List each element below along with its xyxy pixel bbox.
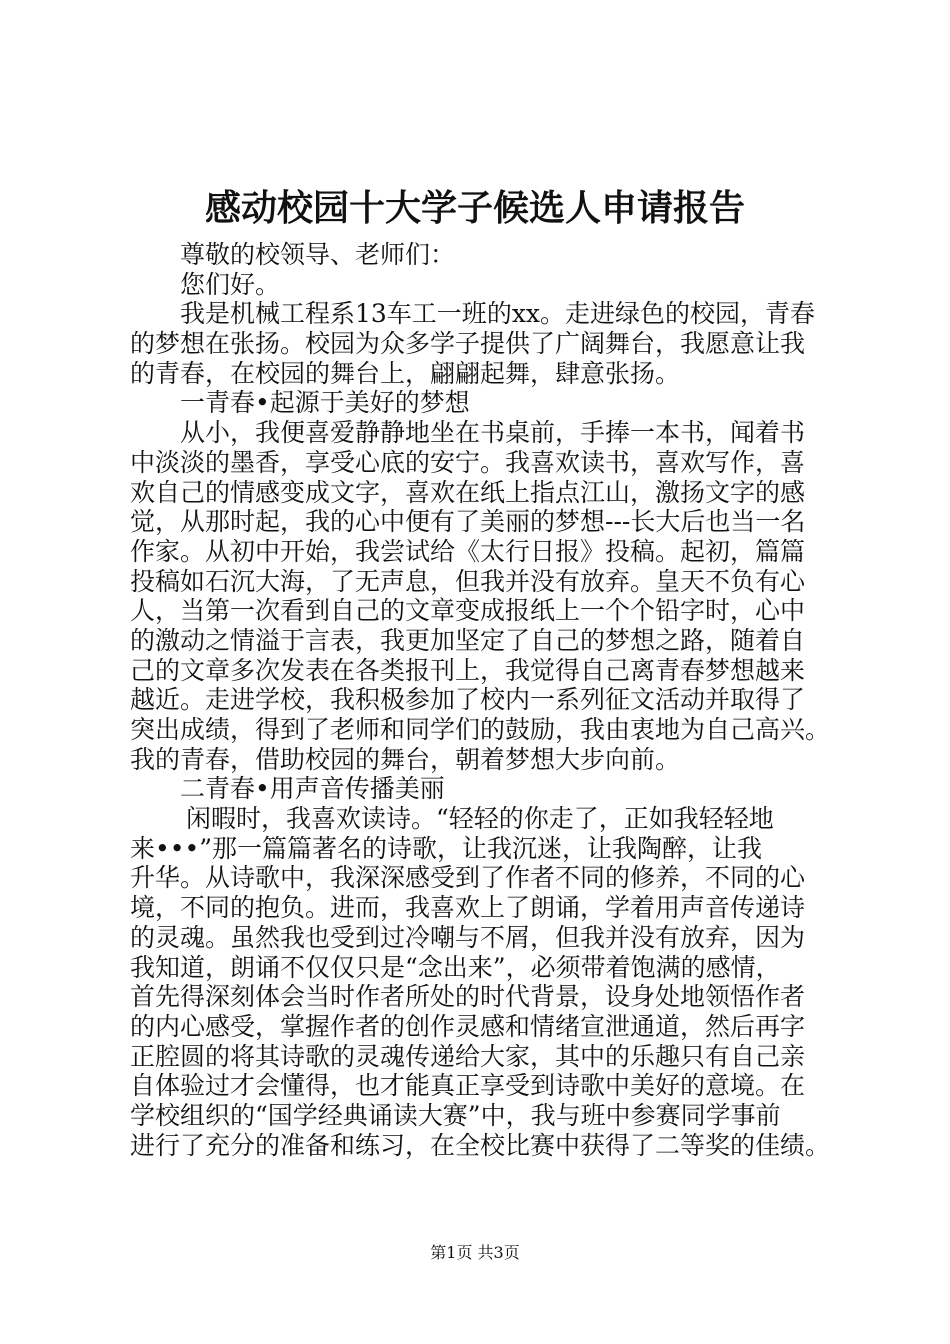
paragraph-line: 己的文章多次发表在各类报刊上，我觉得自己离青春梦想越来 bbox=[130, 655, 806, 685]
paragraph-line: 越近。走进学校，我积极参加了校内一系列征文活动并取得了 bbox=[130, 685, 806, 715]
paragraph-line: 我的青春，借助校园的舞台，朝着梦想大步向前。 bbox=[130, 744, 681, 774]
section-heading: 二青春•用声音传播美丽 bbox=[180, 774, 445, 804]
paragraph-line: 的内心感受，掌握作者的创作灵感和情绪宣泄通道，然后再字 bbox=[130, 1011, 806, 1041]
paragraph-line: 升华。从诗歌中，我深深感受到了作者不同的修养，不同的心 bbox=[130, 863, 806, 893]
paragraph-line: 觉，从那时起，我的心中便有了美丽的梦想---长大后也当一名 bbox=[130, 507, 806, 537]
paragraph-line: 从小，我便喜爱静静地坐在书桌前，手捧一本书，闻着书 bbox=[180, 418, 806, 448]
paragraph-line: 欢自己的情感变成文字，喜欢在纸上指点江山，激扬文字的感 bbox=[130, 477, 806, 507]
paragraph-line: 中淡淡的墨香，享受心底的安宁。我喜欢读书，喜欢写作，喜 bbox=[130, 447, 806, 477]
paragraph-line: 作家。从初中开始，我尝试给《太行日报》投稿。起初，篇篇 bbox=[130, 536, 806, 566]
paragraph-line: 我知道，朗诵不仅仅只是“念出来”，必须带着饱满的感情， bbox=[130, 952, 781, 982]
paragraph-line: 境，不同的抱负。进而，我喜欢上了朗诵，学着用声音传递诗 bbox=[130, 893, 806, 923]
document-body bbox=[130, 240, 830, 1160]
paragraph-line: 投稿如石沉大海，了无声息，但我并没有放弃。皇天不负有心 bbox=[130, 566, 806, 596]
page-footer: 第1页 共3页 bbox=[430, 1243, 520, 1262]
section-heading: 一青春•起源于美好的梦想 bbox=[180, 388, 470, 418]
salutation-line: 尊敬的校领导、老师们： bbox=[180, 240, 456, 269]
paragraph-line: 的青春，在校园的舞台上，翩翩起舞，肆意张扬。 bbox=[130, 358, 681, 388]
document-title: 感动校园十大学子候选人申请报告 bbox=[204, 187, 745, 229]
paragraph-line: 突出成绩，得到了老师和同学们的鼓励，我由衷地为自己高兴。 bbox=[130, 715, 831, 744]
paragraph-line: 闲暇时，我喜欢读诗。“轻轻的你走了，正如我轻轻地 bbox=[186, 804, 774, 834]
paragraph-line: 进行了充分的准备和练习，在全校比赛中获得了二等奖的佳绩。 bbox=[130, 1130, 831, 1160]
paragraph-line: 自体验过才会懂得，也才能真正享受到诗歌中美好的意境。在 bbox=[130, 1071, 806, 1101]
paragraph-line: 正腔圆的将其诗歌的灵魂传递给大家，其中的乐趣只有自己亲 bbox=[130, 1041, 806, 1071]
paragraph-line: 的梦想在张扬。校园为众多学子提供了广阔舞台，我愿意让我 bbox=[130, 329, 806, 359]
paragraph-line: 的激动之情溢于言表，我更加坚定了自己的梦想之路，随着自 bbox=[130, 625, 806, 655]
paragraph-line: 学校组织的“国学经典诵读大赛”中，我与班中参赛同学事前 bbox=[130, 1100, 781, 1130]
greeting-line: 您们好。 bbox=[180, 269, 281, 299]
paragraph-line: 首先得深刻体会当时作者所处的时代背景，设身处地领悟作者 bbox=[130, 982, 806, 1012]
paragraph-line: 我是机械工程系13车工一班的xx。走进绿色的校园，青春 bbox=[180, 299, 816, 329]
paragraph-line: 的灵魂。虽然我也受到过冷嘲与不屑，但我并没有放弃，因为 bbox=[130, 922, 806, 952]
paragraph-line: 来•••”那一篇篇著名的诗歌，让我沉迷，让我陶醉，让我 bbox=[130, 833, 763, 863]
paragraph-line: 人，当第一次看到自己的文章变成报纸上一个个铅字时，心中 bbox=[130, 596, 806, 626]
